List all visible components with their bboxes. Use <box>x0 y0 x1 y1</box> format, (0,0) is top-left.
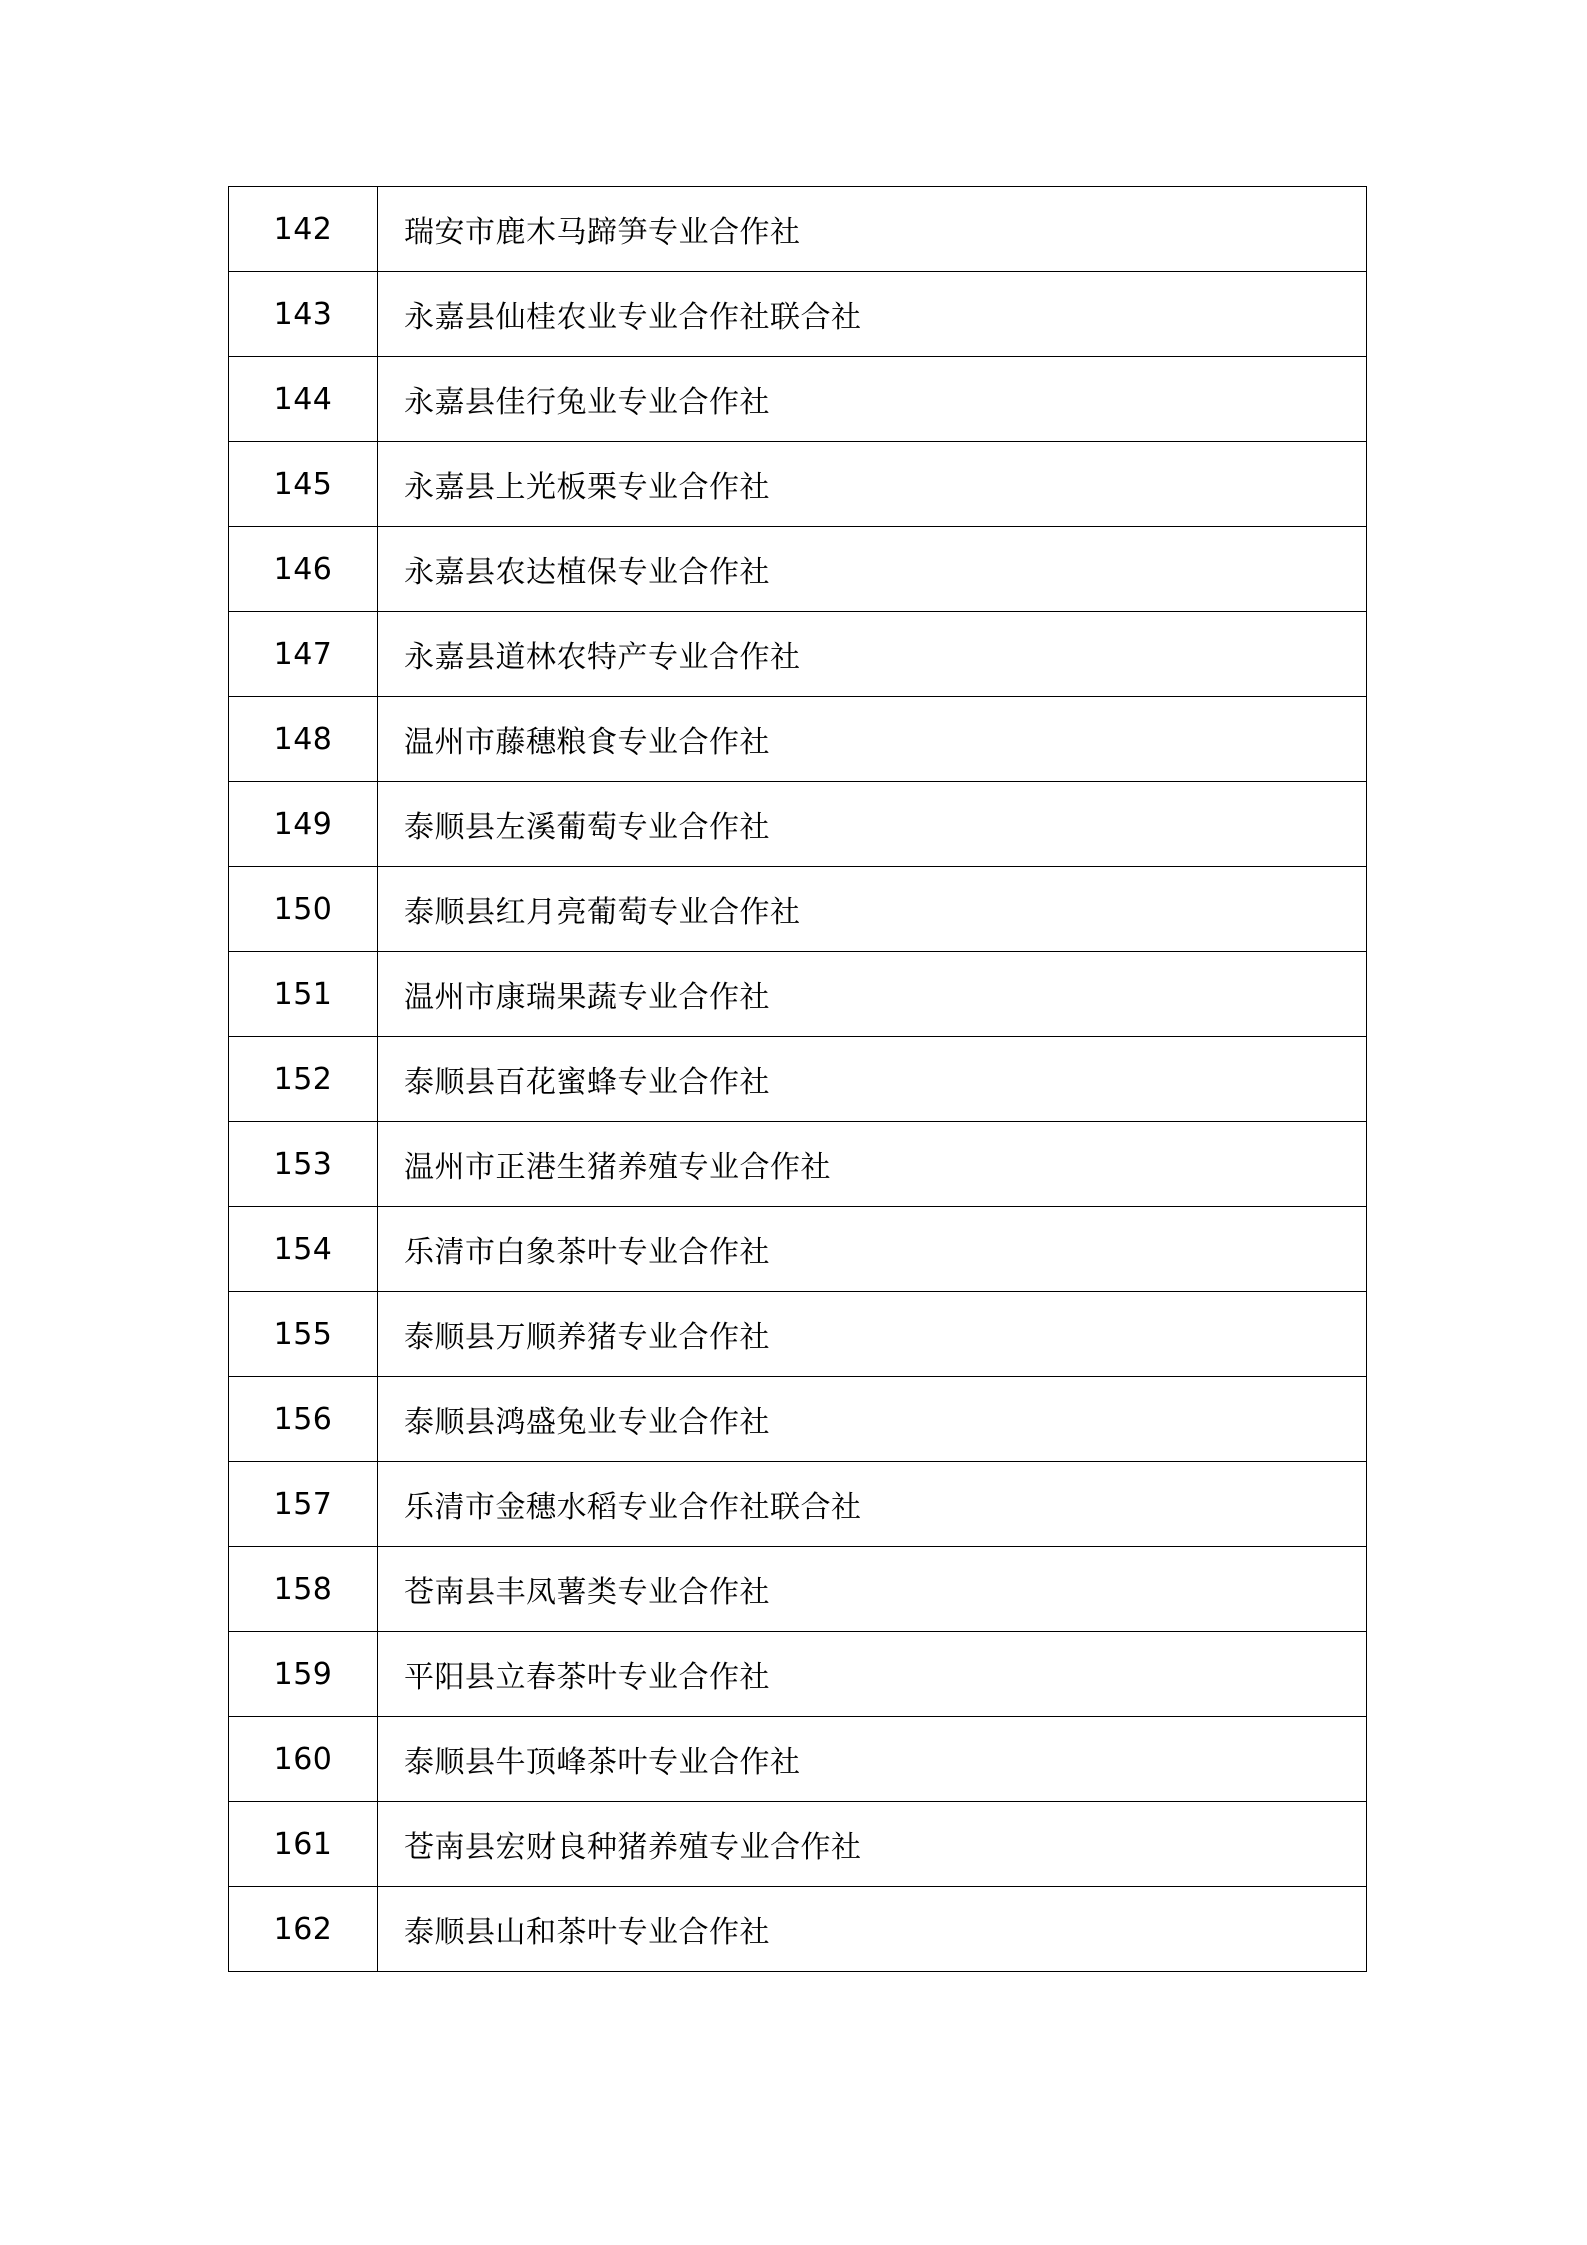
table-row <box>229 1122 1367 1207</box>
table-row <box>229 612 1367 697</box>
table-row <box>229 952 1367 1037</box>
row-name-cell: 温州市康瑞果蔬专业合作社 <box>378 952 1367 1037</box>
row-index-cell: 157 <box>229 1462 378 1547</box>
table-row <box>229 187 1367 272</box>
row-name-cell: 泰顺县左溪葡萄专业合作社 <box>378 782 1367 867</box>
row-name-cell: 苍南县宏财良种猪养殖专业合作社 <box>378 1802 1367 1887</box>
row-name-cell: 温州市藤穗粮食专业合作社 <box>378 697 1367 782</box>
row-index-cell: 158 <box>229 1547 378 1632</box>
table-row <box>229 697 1367 782</box>
row-name-cell: 泰顺县鸿盛兔业专业合作社 <box>378 1377 1367 1462</box>
row-name-cell: 平阳县立春茶叶专业合作社 <box>378 1632 1367 1717</box>
table-row <box>229 1547 1367 1632</box>
table-row <box>229 527 1367 612</box>
row-index-cell: 162 <box>229 1887 378 1972</box>
row-index-cell: 160 <box>229 1717 378 1802</box>
row-name-cell: 永嘉县仙桂农业专业合作社联合社 <box>378 272 1367 357</box>
row-name-cell: 泰顺县牛顶峰茶叶专业合作社 <box>378 1717 1367 1802</box>
row-name-cell: 泰顺县山和茶叶专业合作社 <box>378 1887 1367 1972</box>
row-name-cell: 温州市正港生猪养殖专业合作社 <box>378 1122 1367 1207</box>
row-index-cell: 146 <box>229 527 378 612</box>
table-row <box>229 1462 1367 1547</box>
table-row <box>229 867 1367 952</box>
row-name-cell: 乐清市金穗水稻专业合作社联合社 <box>378 1462 1367 1547</box>
table-row <box>229 1377 1367 1462</box>
row-index-cell: 161 <box>229 1802 378 1887</box>
row-index-cell: 149 <box>229 782 378 867</box>
row-name-cell: 苍南县丰凤薯类专业合作社 <box>378 1547 1367 1632</box>
row-index-cell: 159 <box>229 1632 378 1717</box>
table-row <box>229 1037 1367 1122</box>
table-body <box>229 187 1367 1972</box>
row-name-cell: 泰顺县万顺养猪专业合作社 <box>378 1292 1367 1377</box>
row-index-cell: 150 <box>229 867 378 952</box>
table-row <box>229 1207 1367 1292</box>
table-row <box>229 1292 1367 1377</box>
row-name-cell: 瑞安市鹿木马蹄笋专业合作社 <box>378 187 1367 272</box>
table-row <box>229 1632 1367 1717</box>
row-index-cell: 145 <box>229 442 378 527</box>
table-row <box>229 1887 1367 1972</box>
row-name-cell: 泰顺县红月亮葡萄专业合作社 <box>378 867 1367 952</box>
table-row <box>229 782 1367 867</box>
row-index-cell: 154 <box>229 1207 378 1292</box>
table-row <box>229 272 1367 357</box>
table-row <box>229 1802 1367 1887</box>
row-index-cell: 142 <box>229 187 378 272</box>
cooperatives-table <box>228 186 1367 1972</box>
row-name-cell: 乐清市白象茶叶专业合作社 <box>378 1207 1367 1292</box>
row-index-cell: 156 <box>229 1377 378 1462</box>
row-name-cell: 永嘉县上光板栗专业合作社 <box>378 442 1367 527</box>
row-index-cell: 143 <box>229 272 378 357</box>
row-index-cell: 144 <box>229 357 378 442</box>
row-name-cell: 泰顺县百花蜜蜂专业合作社 <box>378 1037 1367 1122</box>
table-row <box>229 1717 1367 1802</box>
table-row <box>229 357 1367 442</box>
row-name-cell: 永嘉县道林农特产专业合作社 <box>378 612 1367 697</box>
row-index-cell: 151 <box>229 952 378 1037</box>
row-index-cell: 153 <box>229 1122 378 1207</box>
row-name-cell: 永嘉县农达植保专业合作社 <box>378 527 1367 612</box>
row-index-cell: 155 <box>229 1292 378 1377</box>
row-index-cell: 147 <box>229 612 378 697</box>
row-index-cell: 152 <box>229 1037 378 1122</box>
row-index-cell: 148 <box>229 697 378 782</box>
row-name-cell: 永嘉县佳行兔业专业合作社 <box>378 357 1367 442</box>
table-row <box>229 442 1367 527</box>
